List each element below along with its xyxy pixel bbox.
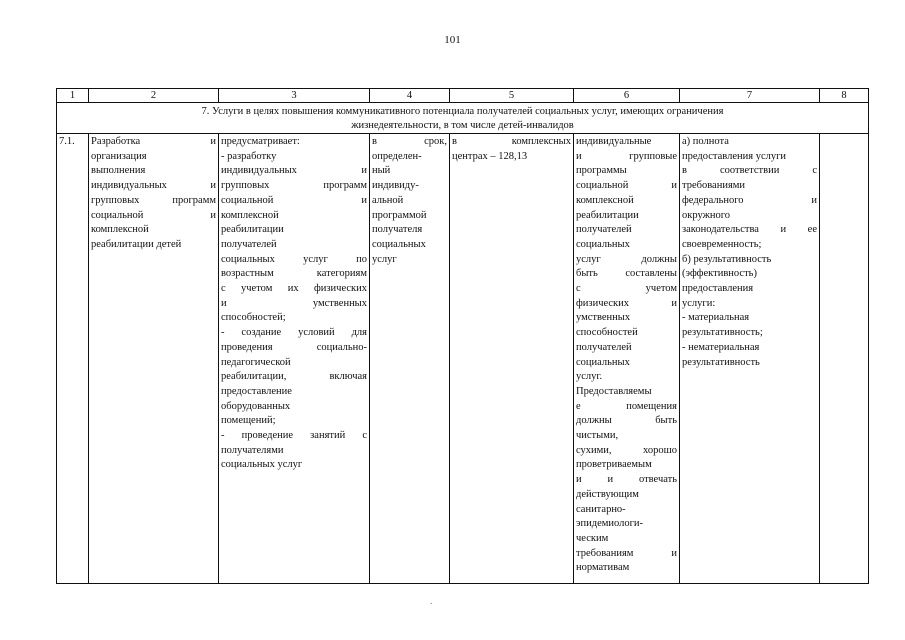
cell-line: с учетом их физических (221, 283, 367, 295)
cell-line: реабилитации, включая (221, 371, 367, 383)
cell-line: физических и (576, 297, 677, 309)
section-title-row (57, 103, 869, 134)
row-number: 7.1. (57, 134, 89, 584)
column-number: 2 (89, 89, 219, 103)
cell-line: проветриваемым (576, 459, 652, 471)
cell-line: программы (576, 165, 627, 177)
cell-line: социальных (576, 238, 630, 250)
cell-line: проведения социально- (221, 341, 367, 353)
cell-line: социальных (576, 356, 630, 368)
service-name-cell (89, 134, 219, 584)
cell-line: - создание условий для (221, 327, 367, 339)
cell-line: требованиям и (576, 547, 677, 559)
service-row (57, 134, 869, 584)
cell-line: услуги: (682, 297, 716, 309)
cell-line: предусматривает: (221, 136, 300, 147)
cell-line: в комплексных (452, 136, 571, 147)
cell-line: - материальная (682, 312, 750, 324)
cell-line: - проведение занятий с (221, 430, 367, 442)
cell-line: - разработку (221, 150, 277, 162)
cell-line: требованиями (682, 180, 746, 192)
cell-line: сухими, хорошо (576, 444, 677, 456)
cell-line: и умственных (221, 297, 367, 309)
cell-line: комплексной (221, 209, 279, 221)
cell-line: групповых программ (91, 194, 216, 206)
cell-line: социальных (372, 238, 426, 250)
cell-line: центрах – 128,13 (452, 150, 528, 162)
cell-line: с учетом (576, 283, 677, 295)
cell-line: и групповые (576, 150, 677, 162)
evaluation-conditions-cell (680, 134, 820, 584)
cell-line: в срок, (372, 136, 447, 147)
cell-line: педагогической (221, 356, 291, 368)
cell-line: социальных услуг по (221, 253, 367, 265)
tariff-cell (450, 134, 574, 584)
cell-line: альной (372, 194, 404, 206)
cell-line: санитарно- (576, 503, 626, 515)
cell-line: ный (372, 165, 391, 177)
scan-speck: . (430, 596, 433, 606)
cell-line: федерального и (682, 194, 817, 206)
page-number: 101 (444, 34, 461, 46)
cell-line: реабилитации (221, 224, 284, 236)
empty-cell (820, 134, 869, 584)
cell-line: е помещения (576, 400, 677, 412)
cell-line: быть составлены (576, 268, 677, 280)
column-number: 7 (680, 89, 820, 103)
cell-line: Разработка и (91, 136, 216, 147)
cell-line: предоставление (221, 385, 292, 397)
cell-line: возрастным категориям (221, 268, 367, 280)
cell-line: социальной и (221, 194, 367, 206)
cell-line: определен- (372, 150, 422, 162)
cell-line: индивидуальных и (91, 180, 216, 192)
cell-line: результативность; (682, 327, 763, 339)
quality-indicators-cell (574, 134, 680, 584)
cell-line: индивиду- (372, 180, 419, 192)
cell-line: услуг (372, 253, 397, 265)
column-number: 6 (574, 89, 680, 103)
column-number: 3 (219, 89, 370, 103)
cell-line: способностей (576, 327, 638, 339)
cell-line: предоставления услуги (682, 150, 787, 162)
cell-line: должны быть (576, 415, 677, 427)
cell-line: услуг. (576, 371, 603, 383)
cell-line: комплексной (91, 224, 149, 236)
cell-line: оборудованных (221, 400, 291, 412)
column-number: 8 (820, 89, 869, 103)
cell-line: результативность (682, 356, 760, 368)
cell-line: нормативам (576, 562, 630, 574)
cell-line: получателей (576, 341, 632, 353)
cell-line: помещений; (221, 415, 276, 427)
cell-line: организация (91, 150, 147, 162)
cell-line: социальной и (91, 209, 216, 221)
cell-line: получателями (221, 444, 284, 456)
cell-line: (эффективность) (682, 268, 757, 280)
cell-line: предоставления (682, 283, 754, 295)
cell-line: эпидемиологи- (576, 518, 644, 530)
cell-line: а) полнота (682, 136, 729, 147)
services-table (56, 88, 869, 584)
cell-line: получателей (576, 224, 632, 236)
cell-line: Предоставляемы (576, 385, 652, 397)
cell-line: индивидуальных и (221, 165, 367, 177)
cell-line: групповых программ (221, 180, 367, 192)
section-title (57, 103, 869, 134)
section-title-line: жизнедеятельности, в том числе детей-инвалидов (351, 120, 574, 131)
column-number: 5 (450, 89, 574, 103)
cell-line: услуг должны (576, 253, 677, 265)
service-term-cell (370, 134, 450, 584)
cell-line: умственных (576, 312, 631, 324)
cell-line: в соответствии с (682, 165, 817, 177)
cell-line: ческим (576, 532, 609, 544)
cell-line: способностей; (221, 312, 286, 324)
cell-line: социальных услуг (221, 459, 303, 471)
cell-line: получателей (221, 238, 277, 250)
column-number: 1 (57, 89, 89, 103)
cell-line: получателя (372, 224, 423, 236)
cell-line: индивидуальные (576, 136, 652, 147)
column-number-row (57, 89, 869, 103)
cell-line: б) результативность (682, 253, 772, 265)
cell-line: действующим (576, 488, 639, 500)
cell-line: программой (372, 209, 427, 221)
cell-line: реабилитации детей (91, 238, 182, 250)
cell-line: выполнения (91, 165, 146, 177)
cell-line: - нематериальная (682, 341, 760, 353)
cell-line: окружного (682, 209, 730, 221)
service-content-cell (219, 134, 370, 584)
cell-line: законодательства и ее (682, 224, 817, 236)
cell-line: чистыми, (576, 430, 619, 442)
cell-line: комплексной (576, 194, 634, 206)
cell-line: реабилитации (576, 209, 639, 221)
cell-line: своевременность; (682, 238, 762, 250)
cell-line: и и отвечать (576, 474, 677, 486)
cell-line: социальной и (576, 180, 677, 192)
section-title-line: 7. Услуги в целях повышения коммуникативного потенциала получателей социальных услуг, имеющих ограничения (201, 106, 724, 117)
column-number: 4 (370, 89, 450, 103)
